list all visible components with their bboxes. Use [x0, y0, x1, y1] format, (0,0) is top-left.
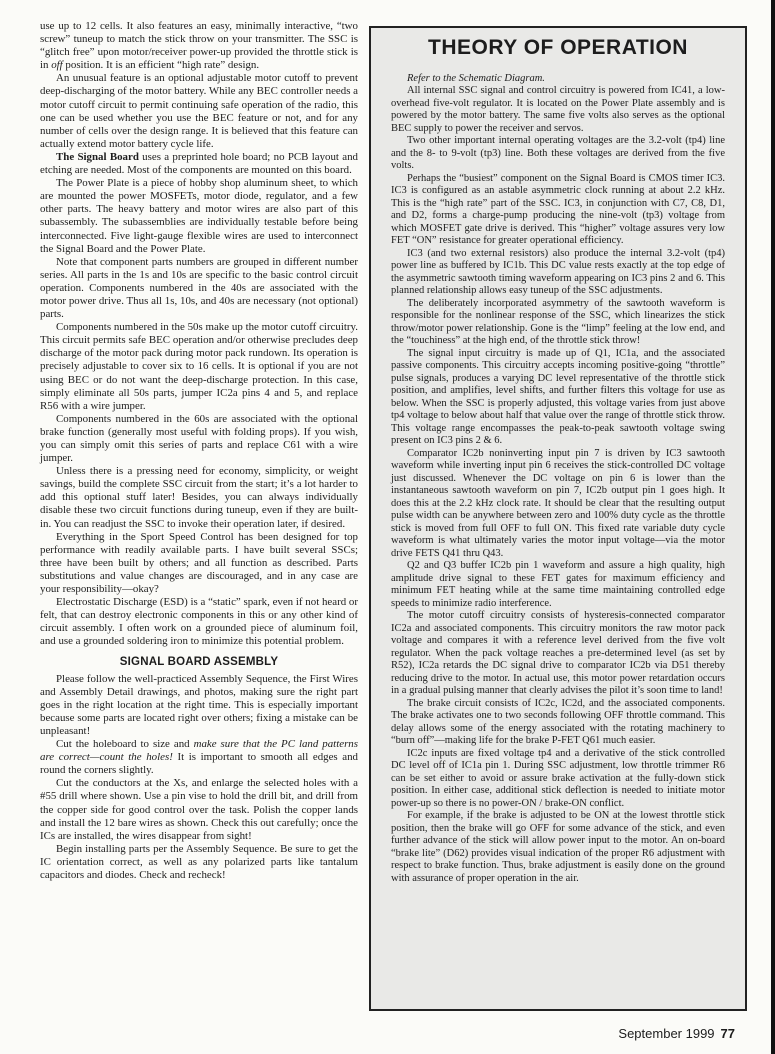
sidebar-paragraph: The motor cutoff circuitry consists of hysteresis-connected comparator IC2a and associated components. This circuitry monitors the raw motor pack voltage and compares it with a reference level derived from the five volt regulator. When the pack voltage reaches a pre-determined level (as set by R52), IC2a retards the DC signal drive to comparator IC2b via D51 thereby reducing drive to the motor. In actual use, this motor power retardation occurs in a gradual pulsing manner that clearly advises the pilot it’s soon time to land!	[391, 610, 725, 696]
left-article-column	[40, 20, 358, 882]
theory-of-operation-sidebar	[369, 26, 747, 1011]
sidebar-paragraph: Perhaps the “busiest” component on the Signal Board is CMOS timer IC3. IC3 is configured as an astable asymmetric clock running at about 2.2 kHz. This is the “high rate” part of the SSC. IC3, in conjunction with C7, C8, D1, and D2, forms a charge-pump producing the nine-volt (tp3) voltage from which MOSFET gate drive is derived. This “higher” voltage assures very low FET “ON” resistance for greater operational efficiency.	[391, 172, 725, 246]
paragraph: Everything in the Sport Speed Control has been designed for top performance with readily available parts. I have built several SSCs; three have been built by others; and all function as described. Parts substitutions and value changes are discouraged, and in any case are your responsibility—okay?	[40, 530, 358, 596]
paragraph: Cut the conductors at the Xs, and enlarge the selected holes with a #55 drill where shown. Use a pin vise to hold the drill bit, and drill from the copper side for good control over the task. Polish the copper lands and install the 12 bare wires as shown. Check this out carefully; once the ICs are installed, the wires disappear from sight!	[40, 777, 358, 842]
sidebar-title: THEORY OF OPERATION	[428, 36, 688, 59]
paragraph: The Signal Board uses a preprinted hole board; no PCB layout and etching are needed. Most of the components are mounted on this board.	[40, 150, 358, 177]
sidebar-paragraph: IC3 (and two external resistors) also produce the internal 3.2-volt (tp4) power line as buffered by IC1b. This DC value rests exactly at the top edge of the asymmetric sawtooth timing waveform appearing on IC3 pins 2 and 6. This planned relationship allows easy tuneup of the SSC adjustments.	[391, 247, 725, 296]
sidebar-paragraph: Comparator IC2b noninverting input pin 7 is driven by IC3 sawtooth waveform while inverting input pin 6 receives the stick-controlled DC voltage just discussed. Whenever the DC voltage on pin 6 is lower than the instantaneous sawtooth waveform on pin 7, IC2b output pin 1 goes high. It does this at the 2.2 kHz clock rate. It should be clear that the resulting output pulse width can be anywhere between zero and 100% duty cycle as the throttle stick is moved from full OFF to full ON. This fixed rate variable duty cycle waveform is what ultimately varies the motor input voltage—via the motor drive FETS Q41 thru Q43.	[391, 447, 725, 559]
sidebar-paragraph: IC2c inputs are fixed voltage tp4 and a derivative of the stick controlled DC level off of IC1a pin 1. During SSC adjustment, low throttle trimmer R6 can be set either to avoid or assure brake activation at the fully-down stick position. In either case, additional stick deflection is needed to initiate motor power-up so there is no power-ON / brake-ON conflict.	[391, 747, 725, 809]
paragraph: Electrostatic Discharge (ESD) is a “static” spark, even if not heard or felt, that can destroy electronic components in this or any other kind of circuit assembly. I often work on a grounded piece of aluminum foil, and use a grounded soldering iron to minimize this potential problem.	[40, 596, 358, 648]
sidebar-paragraph: The deliberately incorporated asymmetry of the sawtooth waveform is responsible for the nonlinear response of the SSC, which linearizes the stick throw/motor power relationship. Gone is the “limp” feeling at the low end, and the “touchiness” at the high end, of the throttle stick throw!	[391, 297, 725, 346]
page-footer	[618, 1026, 735, 1041]
paragraph: use up to 12 cells. It also features an easy, minimally interactive, “two screw” tuneup to match the stick throw on your transmitter. The SSC is “glitch free” upon motor/receiver power-up provided the throttle stick is in off position. It is an efficient “high rate” design.	[40, 20, 358, 72]
page-number: 77	[720, 1026, 735, 1041]
sidebar-paragraph: Q2 and Q3 buffer IC2b pin 1 waveform and assure a high quality, high amplitude drive signal to these FET gates for maximum efficiency and minimum FET heating while at the same time maintaining controlled edge speeds to minimize radio interference.	[391, 560, 725, 609]
section-heading: SIGNAL BOARD ASSEMBLY	[119, 655, 279, 668]
paragraph: Note that component parts numbers are grouped in different number series. All parts in the 1s and 10s are specific to the basic control circuit operation. Components numbered in the 40s are associated with the motor power drive. Thus all 1s, 10s, and 40s are necessary (not optional) parts.	[40, 255, 358, 321]
paragraph: Components numbered in the 60s are associated with the optional brake function (generally most useful with folding props). If you wish, you can simply omit this series of parts and replace C61 with a wire jumper.	[40, 412, 358, 465]
paragraph: An unusual feature is an optional adjustable motor cutoff to prevent deep-discharging of the motor battery. While any BEC controller needs a motor cutoff circuit to permit continuing safe operation of the radio, this one can be used whether you use the BEC feature or not, and for any number of cells over the design range. It is believed that this feature can actually extend motor battery cycle life.	[40, 72, 358, 150]
paragraph: Components numbered in the 50s make up the motor cutoff circuitry. This circuit permits safe BEC operation and/or otherwise precludes deep discharge of the motor pack during motor pack rundown. Its operation is precisely adjustable to cover six to 16 cells. It is optional if you are not using BEC or do not want the deep-discharge protection. In this case, simply eliminate all 50s parts, jumper IC2a pins 4 and 5, and replace R56 with a wire jumper.	[40, 321, 358, 412]
sidebar-paragraph: Two other important internal operating voltages are the 3.2-volt (tp4) line and the 8- to 9-volt (tp3) line. Both these voltages are derived from the five volts.	[391, 135, 725, 171]
paragraph: Begin installing parts per the Assembly Sequence. Be sure to get the IC orientation correct, as well as any polarized parts like tantalum capacitors and diodes. Check and recheck!	[40, 842, 358, 881]
sidebar-paragraph: The signal input circuitry is made up of Q1, IC1a, and the associated passive components. This circuitry accepts incoming positive-going “throttle” pulse signals, produces a varying DC level representative of the throttle stick position, and amplifies, level shifts, and further filters this voltage for use as below. When the SSC is properly adjusted, this voltage varies from just above tp4 voltage to below about half that value over the range of throttle stick throw. This voltage range encompasses the peak-to-peak sawtooth voltage swing present on IC3 pins 2 & 6.	[391, 347, 725, 446]
paragraph: Cut the holeboard to size and make sure that the PC land patterns are correct—count the holes! It is important to smooth all edges and round the corners slightly.	[40, 738, 359, 777]
issue-date: September 1999	[618, 1026, 715, 1041]
sidebar-paragraph: The brake circuit consists of IC2c, IC2d, and the associated components. The brake activates one to two seconds following OFF throttle command. This delay allows some of the energy associated with the rotating machinery to “burn off”—making life for the brake P-FET Q61 much easier.	[391, 697, 725, 746]
sidebar-paragraph: For example, if the brake is adjusted to be ON at the lowest throttle stick position, then the brake will go OFF for some advance of the stick, and even further advance of the stick will allow power input to the motor. An on-board “brake lite” (D62) provides visual indication of the proper R6 adjustment with respect to brake function. Thus, brake adjustment is easily done on the ground with assurance of proper operation in the air.	[391, 810, 725, 884]
sidebar-reference-note: Refer to the Schematic Diagram.	[407, 72, 545, 84]
scan-edge-divider	[771, 0, 775, 1054]
paragraph: The Power Plate is a piece of hobby shop aluminum sheet, to which are mounted the power MOSFETs, motor diode, regulator, and a few other parts. The heavy battery and motor wires are also part of this subassembly. The subassemblies are individually testable before being interconnected. Five light-gauge flexible wires are used to interconnect the Signal Board and the Power Plate.	[40, 177, 358, 255]
paragraph: Unless there is a pressing need for economy, simplicity, or weight savings, build the complete SSC circuit from the start; it’s a lot harder to add this optional stuff later! Besides, you can always individually disable these two circuit functions during tuneup, even if they are built-in. You can readjust the SSC to invoke their operation later, if desired.	[40, 465, 358, 530]
paragraph: Please follow the well-practiced Assembly Sequence, the First Wires and Assembly Detail drawings, and photos, making sure the right part goes in the right location at the right time. This is especially important because some parts are located right over others; fixing a mistake can be unpleasant!	[40, 672, 358, 737]
sidebar-paragraph: All internal SSC signal and control circuitry is powered from IC41, a low-overhead five-volt regulator. It is located on the Power Plate assembly and is powered by the motor battery. The same five volts also serves as the optional BEC supply to power the receiver and servos.	[391, 85, 725, 134]
inline-heading: The Signal Board	[56, 150, 139, 163]
